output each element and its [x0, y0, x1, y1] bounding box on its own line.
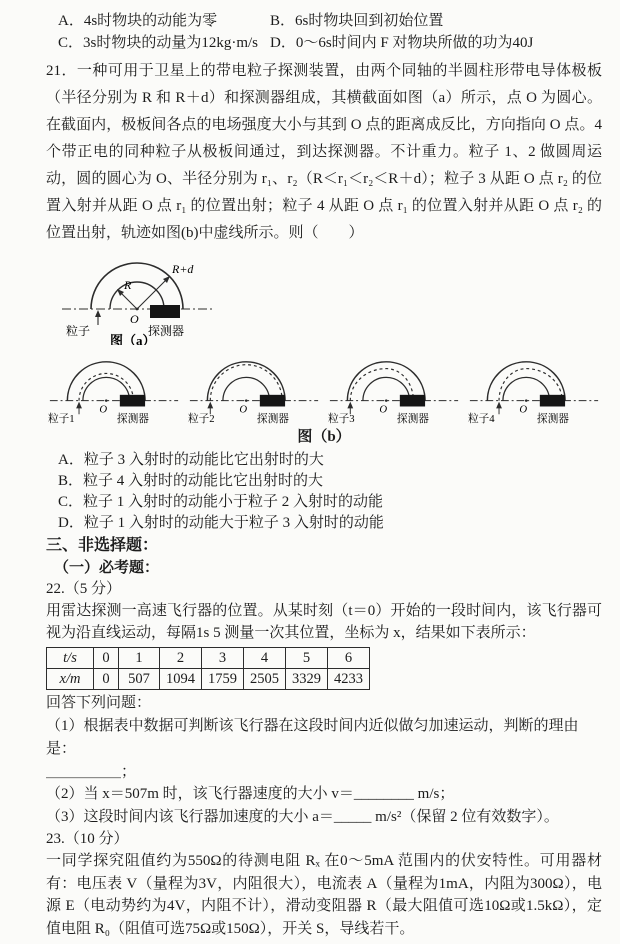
detector-label: 探测器: [256, 413, 289, 426]
section-3-heading: 三、非选择题：: [46, 537, 159, 554]
prev-option-c: C．3s时物块的动量为12kg·m/s: [58, 35, 259, 51]
entry-arrowhead-icon: [95, 310, 101, 317]
figure-a-caption: 图（a）: [110, 333, 156, 345]
table-cell: 5: [286, 648, 328, 669]
question-22-sub1: （1）根据表中数据可判断该飞行器在这段时间内近似做匀加速运动，判断的理由是：: [46, 718, 579, 757]
figure-b-caption: [46, 428, 602, 446]
center-o-dot: [105, 399, 108, 402]
table-cell: 4233: [328, 669, 370, 690]
particle-label: 粒子3: [327, 413, 355, 426]
particle-label: 粒子2: [187, 413, 215, 426]
question-23-body: 一同学探究阻值约为550Ω的待测电阻 Rₓ 在0～5mA 范围内的伏安特性。可用器材有：电压表 V（量程为3V，内阻很大），电流表 A（量程为1mA，内阻为300Ω），电源 E（电动势约为4V，内阻不计），滑动变阻器 R（最大阻值可选10Ω或1.5kΩ），定值电阻 R₀（阻值可选75Ω或150Ω），开关 S，导线若干。: [46, 853, 602, 937]
particle-label: 粒子: [66, 324, 91, 338]
detector-rect: [120, 395, 145, 407]
table-cell: 2505: [244, 669, 286, 690]
entry-arrowhead-icon: [207, 402, 213, 409]
prev-option-d: D．0～6s时间内 F 对物块所做的功为40J: [270, 35, 534, 51]
center-o-label: O: [130, 312, 139, 326]
detector-rect: [540, 395, 565, 407]
question-22-title: 22.（5 分）: [46, 581, 122, 597]
radar-data-table: [46, 647, 370, 690]
particle-label: 粒子4: [467, 413, 495, 426]
prev-option-a: A．4s时物块的动能为零: [58, 13, 218, 29]
center-o-dot: [385, 399, 388, 402]
table-cell: 3329: [286, 669, 328, 690]
table-header-x: x/m: [47, 669, 94, 690]
table-cell: 2: [160, 648, 202, 669]
figure-b-caption-text: 图（b）: [297, 429, 351, 445]
question-21-stem: 21．一种可用于卫星上的带电粒子探测装置，由两个同轴的半圆柱形带电导体极板（半径分别为 R 和 R＋d）和探测器组成，其横截面如图（a）所示，点 O 为圆心。在截面内，极板间各点的电场强度大小与其到 O 点的距离成反比，方向指向 O 点。4 个带正电的同种粒子从极板间通过，到达探测器。不计重力。粒子 1、2 做圆周运动，圆的圆心为 O、半径分别为 r₁、r₂（R＜r₁＜r₂＜R＋d）；粒子 3 从距 O 点 r₂ 的位置入射并从距 O 点 r₁ 的位置出射；粒子 4 从距 O 点 r₁ 的位置入射并从距 O 点 r₂ 的位置出射，轨迹如图(b)中虚线所示。则（ ）: [46, 63, 602, 241]
center-o-dot: [525, 399, 528, 402]
particle-label: 粒子1: [47, 413, 75, 426]
table-row: [47, 669, 370, 690]
figure-a-diagram: [52, 249, 282, 345]
q21-option-b: B．粒子 4 入射时的动能比它出射时的大: [58, 473, 324, 489]
outer-plate-arc: [207, 362, 285, 401]
center-o-dot: [245, 399, 248, 402]
table-cell: 6: [328, 648, 370, 669]
table-cell: 1094: [160, 669, 202, 690]
q21-option-d: D．粒子 1 入射时的动能大于粒子 3 入射时的动能: [58, 515, 384, 531]
center-o-label: O: [239, 403, 248, 416]
question-22-intro: 用雷达探测一高速飞行器的位置。从某时刻（t＝0）开始的一段时间内，该飞行器可视为沿直线运动，每隔1s 5 测量一次其位置，坐标为 x，结果如下表所示：: [46, 603, 602, 641]
outer-plate-arc: [67, 362, 145, 401]
outer-plate-arc: [487, 362, 565, 401]
question-21-options: [46, 450, 602, 534]
table-cell: 1759: [202, 669, 244, 690]
entry-arrowhead-icon: [76, 402, 82, 409]
q21-option-a: A．粒子 3 入射时的动能比它出射时的大: [58, 452, 324, 468]
part-1-heading: （一）必考题：: [54, 559, 160, 576]
table-cell: 1: [119, 648, 160, 669]
entry-arrowhead-icon: [347, 402, 353, 409]
detector-rect: [150, 305, 180, 318]
question-22-sub1-blank: ＿＿＿＿＿；: [46, 764, 137, 780]
center-o-label: O: [379, 403, 388, 416]
center-o-dot: [136, 308, 139, 311]
question-22-answer-prompt: 回答下列问题：: [46, 695, 152, 711]
detector-label: 探测器: [148, 324, 185, 338]
detector-label: 探测器: [116, 413, 149, 426]
detector-label: 探测器: [536, 413, 569, 426]
outer-plate-arc: [91, 263, 183, 309]
figure-b-particle3: [326, 350, 462, 428]
center-o-label: O: [99, 403, 108, 416]
question-22-sub2: （2）当 x＝507m 时，该飞行器速度的大小 v＝________ m/s；: [46, 786, 455, 802]
figure-b-particle4: [466, 350, 602, 428]
radius-r-label: R: [124, 278, 132, 292]
table-cell: 0: [94, 648, 119, 669]
table-row: [47, 648, 370, 669]
prev-option-b: B．6s时物块回到初始位置: [270, 13, 444, 29]
detector-rect: [260, 395, 285, 407]
figure-a: [52, 249, 602, 350]
figure-b-particle1: [46, 350, 182, 428]
question-23-title: 23.（10 分）: [46, 831, 129, 847]
center-o-label: O: [519, 403, 528, 416]
detector-rect: [400, 395, 425, 407]
inner-plate-arc: [110, 282, 164, 309]
figure-b-particle2: [186, 350, 322, 428]
prev-question-options-row1: [46, 10, 602, 32]
entry-arrowhead-icon: [496, 402, 502, 409]
table-header-t: t/s: [47, 648, 94, 669]
table-cell: 0: [94, 669, 119, 690]
q21-option-c: C．粒子 1 入射时的动能小于粒子 2 入射时的动能: [58, 494, 384, 510]
figure-b: [46, 350, 602, 428]
table-cell: 3: [202, 648, 244, 669]
detector-label: 探测器: [396, 413, 429, 426]
prev-question-options-row2: [46, 32, 602, 54]
table-cell: 4: [244, 648, 286, 669]
table-cell: 507: [119, 669, 160, 690]
question-22-sub3: （3）这段时间内该飞行器加速度的大小 a＝_____ m/s²（保留 2 位有效数字）。: [46, 809, 559, 825]
radius-rd-label: R+d: [172, 262, 194, 276]
